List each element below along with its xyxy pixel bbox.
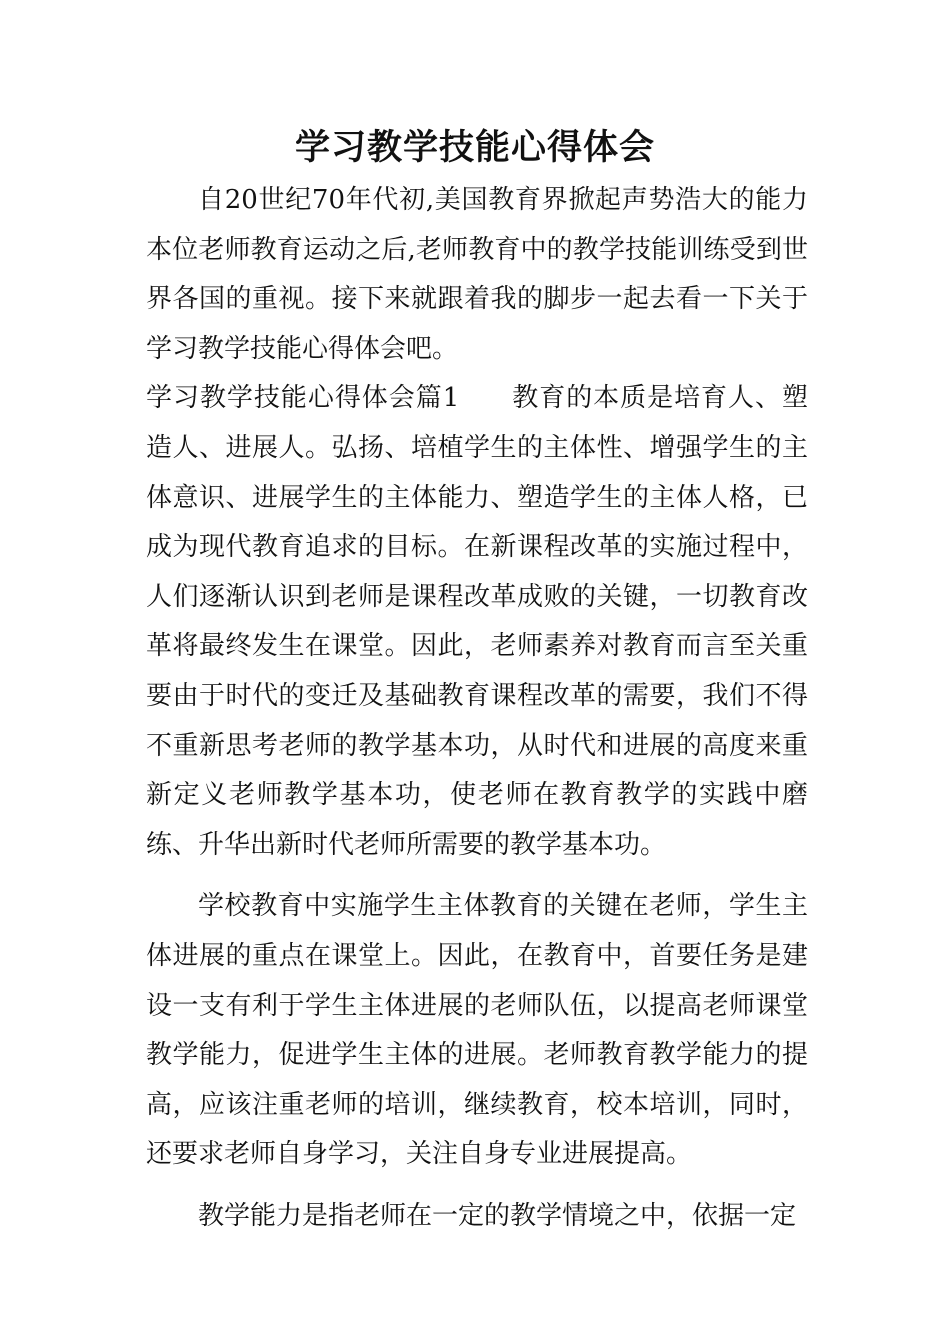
paragraph-3: 教学能力是指老师在一定的教学情境之中，依据一定 [198, 1200, 797, 1231]
document-title: 学习教学技能心得体会 [294, 127, 655, 168]
section-body-text: 教育的本质是培育人、塑造人、进展人。弘扬、培植学生的主体性、增强学生的主体意识、进展学生的主体能力、塑造学生的主体人格，已成为现代教育追求的目标。在新课程改革的实施过程中，人们逐渐认识到老师是课程改革成败的关键，一切教育改革将最终发生在课堂。因此，老师素养对教育而言至关重要由于时代的变迁及基础教育课程改革的需要，我们不得不重新思考老师的教学基本功，从时代和进展的高度来重新定义老师教学基本功，使老师在教育教学的实践中磨练、升华出新时代老师所需要的教学基本功。 [146, 383, 808, 860]
paragraph-2: 学校教育中实施学生主体教育的关键在老师，学生主体进展的重点在课堂上。因此，在教育中，首要任务是建设一支有利于学生主体进展的老师队伍，以提高老师课堂教学能力，促进学生主体的进展。老师教育教学能力的提高，应该注重老师的培训，继续教育，校本培训，同时，还要求老师自身学习，关注自身专业进展提高。 [146, 891, 808, 1170]
heading-spacer [459, 383, 511, 413]
section-heading: 学习教学技能心得体会篇1 [146, 383, 460, 414]
section-paragraph [146, 374, 808, 870]
document-body [146, 176, 808, 1241]
intro-paragraph: 自20世纪70年代初,美国教育界掀起声势浩大的能力本位老师教育运动之后,老师教育中的教学技能训练受到世界各国的重视。接下来就跟着我的脚步一起去看一下关于学习教学技能心得体会吧。 [146, 185, 808, 364]
